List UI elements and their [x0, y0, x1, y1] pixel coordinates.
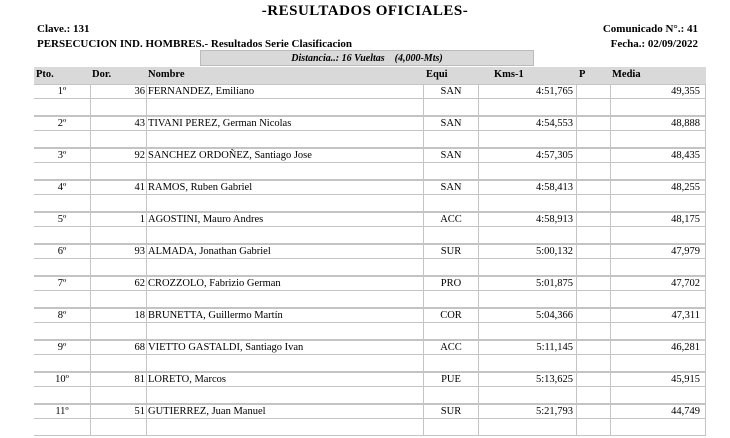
cell-equi: PUE — [441, 374, 461, 385]
col-nombre: Nombre — [148, 69, 185, 80]
table-row — [34, 340, 706, 372]
cell-media: 47,702 — [671, 278, 700, 289]
cell-pto: 7º — [57, 278, 67, 289]
cell-dor: 51 — [134, 406, 145, 417]
table-row — [34, 244, 706, 276]
cell-media: 45,915 — [671, 374, 700, 385]
cell-equi: SUR — [440, 406, 462, 417]
cell-media: 48,175 — [671, 214, 700, 225]
cell-pto: 2º — [57, 118, 67, 129]
cell-kms: 4:58,913 — [535, 214, 573, 225]
cell-kms: 5:13,625 — [535, 374, 573, 385]
cell-nombre: SANCHEZ ORDOÑEZ, Santiago Jose — [148, 150, 312, 161]
cell-pto: 6º — [57, 246, 67, 257]
cell-pto: 4º — [57, 182, 67, 193]
cell-nombre: TIVANI PEREZ, German Nicolas — [148, 118, 292, 129]
cell-media: 47,311 — [671, 310, 700, 321]
fecha-label: Fecha.: 02/09/2022 — [610, 38, 698, 50]
cell-dor: 81 — [134, 374, 145, 385]
cell-media: 47,979 — [671, 246, 700, 257]
page-title: -RESULTADOS OFICIALES- — [261, 3, 469, 19]
cell-equi: SAN — [440, 86, 462, 97]
cell-media: 44,749 — [671, 406, 700, 417]
table-row — [34, 84, 706, 116]
clave-label: Clave.: 131 — [37, 23, 90, 35]
table-row — [34, 148, 706, 180]
cell-pto: 11º — [55, 406, 69, 417]
cell-kms: 5:01,875 — [535, 278, 573, 289]
cell-media: 48,255 — [671, 182, 700, 193]
cell-dor: 18 — [134, 310, 145, 321]
cell-pto: 10º — [55, 374, 69, 385]
event-title: PERSECUCION IND. HOMBRES.- Resultados Serie Clasificacion — [37, 38, 353, 50]
col-pto: Pto. — [36, 69, 54, 80]
table-row — [34, 180, 706, 212]
cell-dor: 62 — [134, 278, 145, 289]
cell-pto: 8º — [57, 310, 67, 321]
cell-nombre: AGOSTINI, Mauro Andres — [148, 214, 264, 225]
cell-dor: 41 — [134, 182, 145, 193]
comunicado-label: Comunicado N°.: 41 — [602, 23, 698, 35]
table-row — [34, 404, 706, 436]
table-row — [34, 308, 706, 340]
cell-kms: 5:21,793 — [535, 406, 573, 417]
cell-equi: SAN — [440, 150, 462, 161]
cell-kms: 4:57,305 — [535, 150, 573, 161]
cell-equi: PRO — [440, 278, 462, 289]
cell-dor: 93 — [134, 246, 145, 257]
cell-pto: 3º — [57, 150, 67, 161]
cell-nombre: GUTIERREZ, Juan Manuel — [148, 406, 266, 417]
cell-pto: 1º — [57, 86, 67, 97]
cell-nombre: LORETO, Marcos — [148, 374, 226, 385]
col-dor: Dor. — [92, 69, 112, 80]
cell-dor: 36 — [134, 86, 145, 97]
cell-dor: 68 — [134, 342, 145, 353]
table-row — [34, 372, 706, 404]
distance-banner: Distancia..: 16 Vueltas (4,000-Mts) — [200, 50, 534, 66]
cell-dor: 92 — [134, 150, 145, 161]
cell-kms: 5:11,145 — [536, 342, 573, 353]
cell-kms: 4:54,553 — [535, 118, 573, 129]
table-row — [34, 212, 706, 244]
cell-pto: 5º — [57, 214, 67, 225]
cell-nombre: ALMADA, Jonathan Gabriel — [148, 246, 271, 257]
cell-nombre: FERNANDEZ, Emiliano — [148, 86, 255, 97]
cell-equi: SAN — [440, 118, 462, 129]
cell-equi: COR — [440, 310, 462, 321]
cell-pto: 9º — [57, 342, 67, 353]
cell-nombre: CROZZOLO, Fabrizio German — [148, 278, 281, 289]
cell-kms: 5:00,132 — [535, 246, 573, 257]
col-kms: Kms-1 — [494, 69, 524, 80]
cell-equi: SAN — [440, 182, 462, 193]
cell-dor: 1 — [139, 214, 145, 225]
cell-kms: 4:51,765 — [535, 86, 573, 97]
table-row — [34, 276, 706, 308]
col-p: P — [579, 69, 586, 80]
col-equi: Equi — [426, 69, 448, 80]
cell-nombre: VIETTO GASTALDI, Santiago Ivan — [148, 342, 304, 353]
cell-media: 48,888 — [671, 118, 700, 129]
cell-equi: ACC — [440, 214, 462, 225]
cell-equi: ACC — [440, 342, 462, 353]
cell-equi: SUR — [440, 246, 462, 257]
cell-media: 48,435 — [671, 150, 700, 161]
column-header — [34, 67, 706, 84]
cell-kms: 5:04,366 — [535, 310, 573, 321]
cell-media: 49,355 — [671, 86, 700, 97]
cell-media: 46,281 — [671, 342, 700, 353]
col-media: Media — [612, 69, 641, 80]
table-row — [34, 116, 706, 148]
cell-nombre: RAMOS, Ruben Gabriel — [148, 182, 253, 193]
cell-kms: 4:58,413 — [535, 182, 573, 193]
cell-dor: 43 — [134, 118, 145, 129]
cell-nombre: BRUNETTA, Guillermo Martín — [148, 310, 283, 321]
